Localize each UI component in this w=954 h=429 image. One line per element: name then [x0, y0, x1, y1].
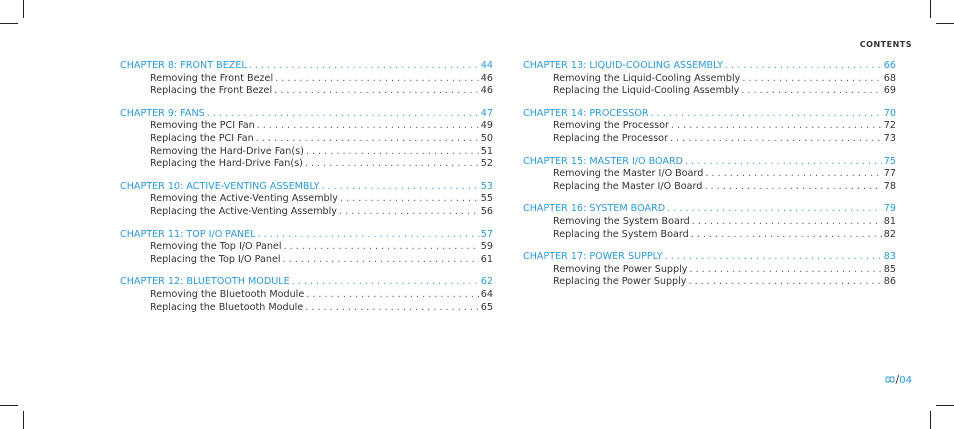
- toc-chapter-entry[interactable]: [120, 276, 493, 289]
- section-page: 50: [480, 132, 493, 144]
- toc-chapter-entry[interactable]: [523, 60, 896, 73]
- section-title: Replacing the Master I/O Board: [553, 180, 703, 192]
- toc-chapter-entry[interactable]: [120, 181, 493, 194]
- toc-chapter-entry[interactable]: [523, 156, 896, 169]
- crop-mark-bottom-right-v: [930, 411, 931, 429]
- leader-dots: [207, 108, 479, 121]
- leader-dots: [283, 254, 479, 267]
- toc-section-entry[interactable]: [120, 133, 493, 146]
- toc-section-entry[interactable]: [120, 302, 493, 315]
- leader-dots: [725, 60, 882, 73]
- toc-section-entry[interactable]: [120, 254, 493, 267]
- leader-dots: [692, 216, 882, 229]
- section-page: 73: [883, 132, 896, 144]
- section-page: 49: [480, 120, 493, 132]
- leader-dots: [691, 229, 882, 242]
- toc-chapter-entry[interactable]: [120, 229, 493, 242]
- section-page: 68: [883, 72, 896, 84]
- section-page: 81: [883, 215, 896, 227]
- toc-section-entry[interactable]: [523, 229, 896, 242]
- chapter-page: 53: [480, 180, 493, 192]
- chapter-title: CHAPTER 17: POWER SUPPLY: [523, 251, 663, 263]
- section-page: 85: [883, 263, 896, 275]
- page-separator: /: [895, 373, 900, 386]
- leader-dots: [705, 168, 881, 181]
- section-page: 77: [883, 168, 896, 180]
- leader-dots: [742, 73, 881, 86]
- toc-chapter-entry[interactable]: [523, 108, 896, 121]
- page-number-value: 04: [899, 375, 912, 386]
- section-title: Removing the Master I/O Board: [553, 168, 704, 180]
- leader-dots: [256, 133, 479, 146]
- leader-dots: [321, 181, 478, 194]
- toc-section-entry[interactable]: [523, 85, 896, 98]
- toc-section-entry[interactable]: [120, 120, 493, 133]
- toc-section-entry[interactable]: [523, 168, 896, 181]
- crop-mark-bottom-left-h: [0, 405, 18, 406]
- section-page: 56: [480, 205, 493, 217]
- toc-chapter: [120, 108, 493, 171]
- chapter-title: CHAPTER 11: TOP I/O PANEL: [120, 228, 256, 240]
- toc-section-entry[interactable]: [523, 73, 896, 86]
- crop-mark-top-right-v: [930, 0, 931, 18]
- toc-right-column: [523, 60, 896, 299]
- section-title: Replacing the Active-Venting Assembly: [150, 205, 337, 217]
- toc-section-entry[interactable]: [523, 181, 896, 194]
- toc-chapter: [120, 276, 493, 314]
- section-page: 69: [883, 85, 896, 97]
- chapter-title: CHAPTER 8: FRONT BEZEL: [120, 60, 247, 71]
- toc-section-entry[interactable]: [120, 85, 493, 98]
- leader-dots: [284, 241, 479, 254]
- toc-section-entry[interactable]: [120, 146, 493, 159]
- section-title: Removing the Processor: [553, 120, 669, 132]
- section-page: 78: [883, 180, 896, 192]
- leader-dots: [258, 229, 479, 242]
- chapter-title: CHAPTER 16: SYSTEM BOARD: [523, 203, 666, 215]
- section-title: Replacing the System Board: [553, 228, 689, 240]
- leader-dots: [651, 108, 882, 121]
- chapter-page: 66: [883, 60, 896, 71]
- section-title: Removing the Front Bezel: [150, 72, 274, 84]
- chapter-page: 83: [883, 251, 896, 263]
- section-title: Removing the Hard-Drive Fan(s): [150, 145, 304, 157]
- leader-dots: [274, 85, 479, 98]
- section-title: Removing the Bluetooth Module: [150, 288, 305, 300]
- section-title: Replacing the Hard-Drive Fan(s): [150, 158, 303, 170]
- leader-dots: [257, 120, 479, 133]
- chapter-title: CHAPTER 12: BLUETOOTH MODULE: [120, 276, 290, 288]
- toc-chapter: [120, 181, 493, 219]
- leader-dots: [667, 203, 882, 216]
- crop-mark-top-left-h: [0, 23, 18, 24]
- toc-section-entry[interactable]: [523, 133, 896, 146]
- section-title: Replacing the Liquid-Cooling Assembly: [553, 85, 740, 97]
- toc-chapter: [523, 60, 896, 98]
- leader-dots: [688, 276, 881, 289]
- leader-dots: [306, 289, 479, 302]
- toc-chapter-entry[interactable]: [523, 251, 896, 264]
- leader-dots: [665, 251, 882, 264]
- section-title: Removing the Active-Venting Assembly: [150, 193, 338, 205]
- chapter-title: CHAPTER 10: ACTIVE-VENTING ASSEMBLY: [120, 180, 320, 192]
- section-page: 86: [883, 276, 896, 288]
- alienware-logo-icon: [885, 376, 895, 383]
- leader-dots: [741, 85, 881, 98]
- section-page: 65: [480, 301, 493, 313]
- section-title: Removing the Top I/O Panel: [150, 241, 282, 253]
- section-title: Replacing the Power Supply: [553, 276, 687, 288]
- toc-chapter: [120, 229, 493, 267]
- leader-dots: [339, 206, 479, 219]
- toc-section-entry[interactable]: [523, 120, 896, 133]
- leader-dots: [340, 193, 479, 206]
- chapter-page: 44: [480, 60, 493, 71]
- chapter-title: CHAPTER 14: PROCESSOR: [523, 107, 649, 119]
- section-page: 72: [883, 120, 896, 132]
- toc-section-entry[interactable]: [120, 73, 493, 86]
- leader-dots: [671, 120, 882, 133]
- toc-section-entry[interactable]: [120, 241, 493, 254]
- section-page: 61: [480, 253, 493, 265]
- section-page: 52: [480, 158, 493, 170]
- toc-chapter-entry[interactable]: [120, 60, 493, 73]
- toc-chapter-entry[interactable]: [523, 203, 896, 216]
- section-title: Removing the Power Supply: [553, 263, 688, 275]
- section-page: 64: [480, 288, 493, 300]
- toc-chapter-entry[interactable]: [120, 108, 493, 121]
- toc-chapter: [523, 251, 896, 289]
- leader-dots: [305, 158, 479, 171]
- toc-section-entry[interactable]: [120, 289, 493, 302]
- toc-section-entry[interactable]: [120, 158, 493, 171]
- toc-chapter: [523, 108, 896, 146]
- leader-dots: [275, 73, 479, 86]
- chapter-page: 79: [883, 203, 896, 215]
- section-title: Removing the System Board: [553, 215, 690, 227]
- toc-section-entry[interactable]: [523, 264, 896, 277]
- toc-chapter: [523, 203, 896, 241]
- chapter-title: CHAPTER 13: LIQUID-COOLING ASSEMBLY: [523, 60, 724, 71]
- contents-header: CONTENTS: [859, 40, 912, 49]
- section-page: 46: [480, 85, 493, 97]
- leader-dots: [305, 302, 479, 315]
- toc-chapter: [523, 156, 896, 194]
- chapter-page: 75: [883, 155, 896, 167]
- section-page: 55: [480, 193, 493, 205]
- chapter-title: CHAPTER 15: MASTER I/O BOARD: [523, 155, 684, 167]
- section-title: Replacing the PCI Fan: [150, 132, 254, 144]
- section-title: Removing the Liquid-Cooling Assembly: [553, 72, 741, 84]
- leader-dots: [306, 146, 479, 159]
- section-title: Replacing the Processor: [553, 132, 668, 144]
- leader-dots: [704, 181, 881, 194]
- section-page: 51: [480, 145, 493, 157]
- leader-dots: [685, 156, 882, 169]
- section-page: 59: [480, 241, 493, 253]
- toc-left-column: [120, 60, 493, 324]
- toc-section-entry[interactable]: [523, 216, 896, 229]
- leader-dots: [249, 60, 479, 73]
- chapter-page: 62: [480, 276, 493, 288]
- section-page: 46: [480, 72, 493, 84]
- toc-chapter: [120, 60, 493, 98]
- crop-mark-top-right-h: [936, 23, 954, 24]
- section-title: Replacing the Front Bezel: [150, 85, 273, 97]
- chapter-page: 57: [480, 228, 493, 240]
- toc-section-entry[interactable]: [120, 206, 493, 219]
- section-page: 82: [883, 228, 896, 240]
- leader-dots: [689, 264, 881, 277]
- toc-section-entry[interactable]: [523, 276, 896, 289]
- section-title: Replacing the Top I/O Panel: [150, 253, 281, 265]
- chapter-title: CHAPTER 9: FANS: [120, 107, 205, 119]
- crop-mark-top-left-v: [23, 0, 24, 18]
- leader-dots: [292, 276, 479, 289]
- page-number: [885, 373, 912, 386]
- section-title: Replacing the Bluetooth Module: [150, 301, 304, 313]
- crop-mark-bottom-left-v: [23, 411, 24, 429]
- chapter-page: 70: [883, 107, 896, 119]
- chapter-page: 47: [480, 107, 493, 119]
- section-title: Removing the PCI Fan: [150, 120, 255, 132]
- crop-mark-bottom-right-h: [936, 405, 954, 406]
- toc-section-entry[interactable]: [120, 193, 493, 206]
- leader-dots: [670, 133, 882, 146]
